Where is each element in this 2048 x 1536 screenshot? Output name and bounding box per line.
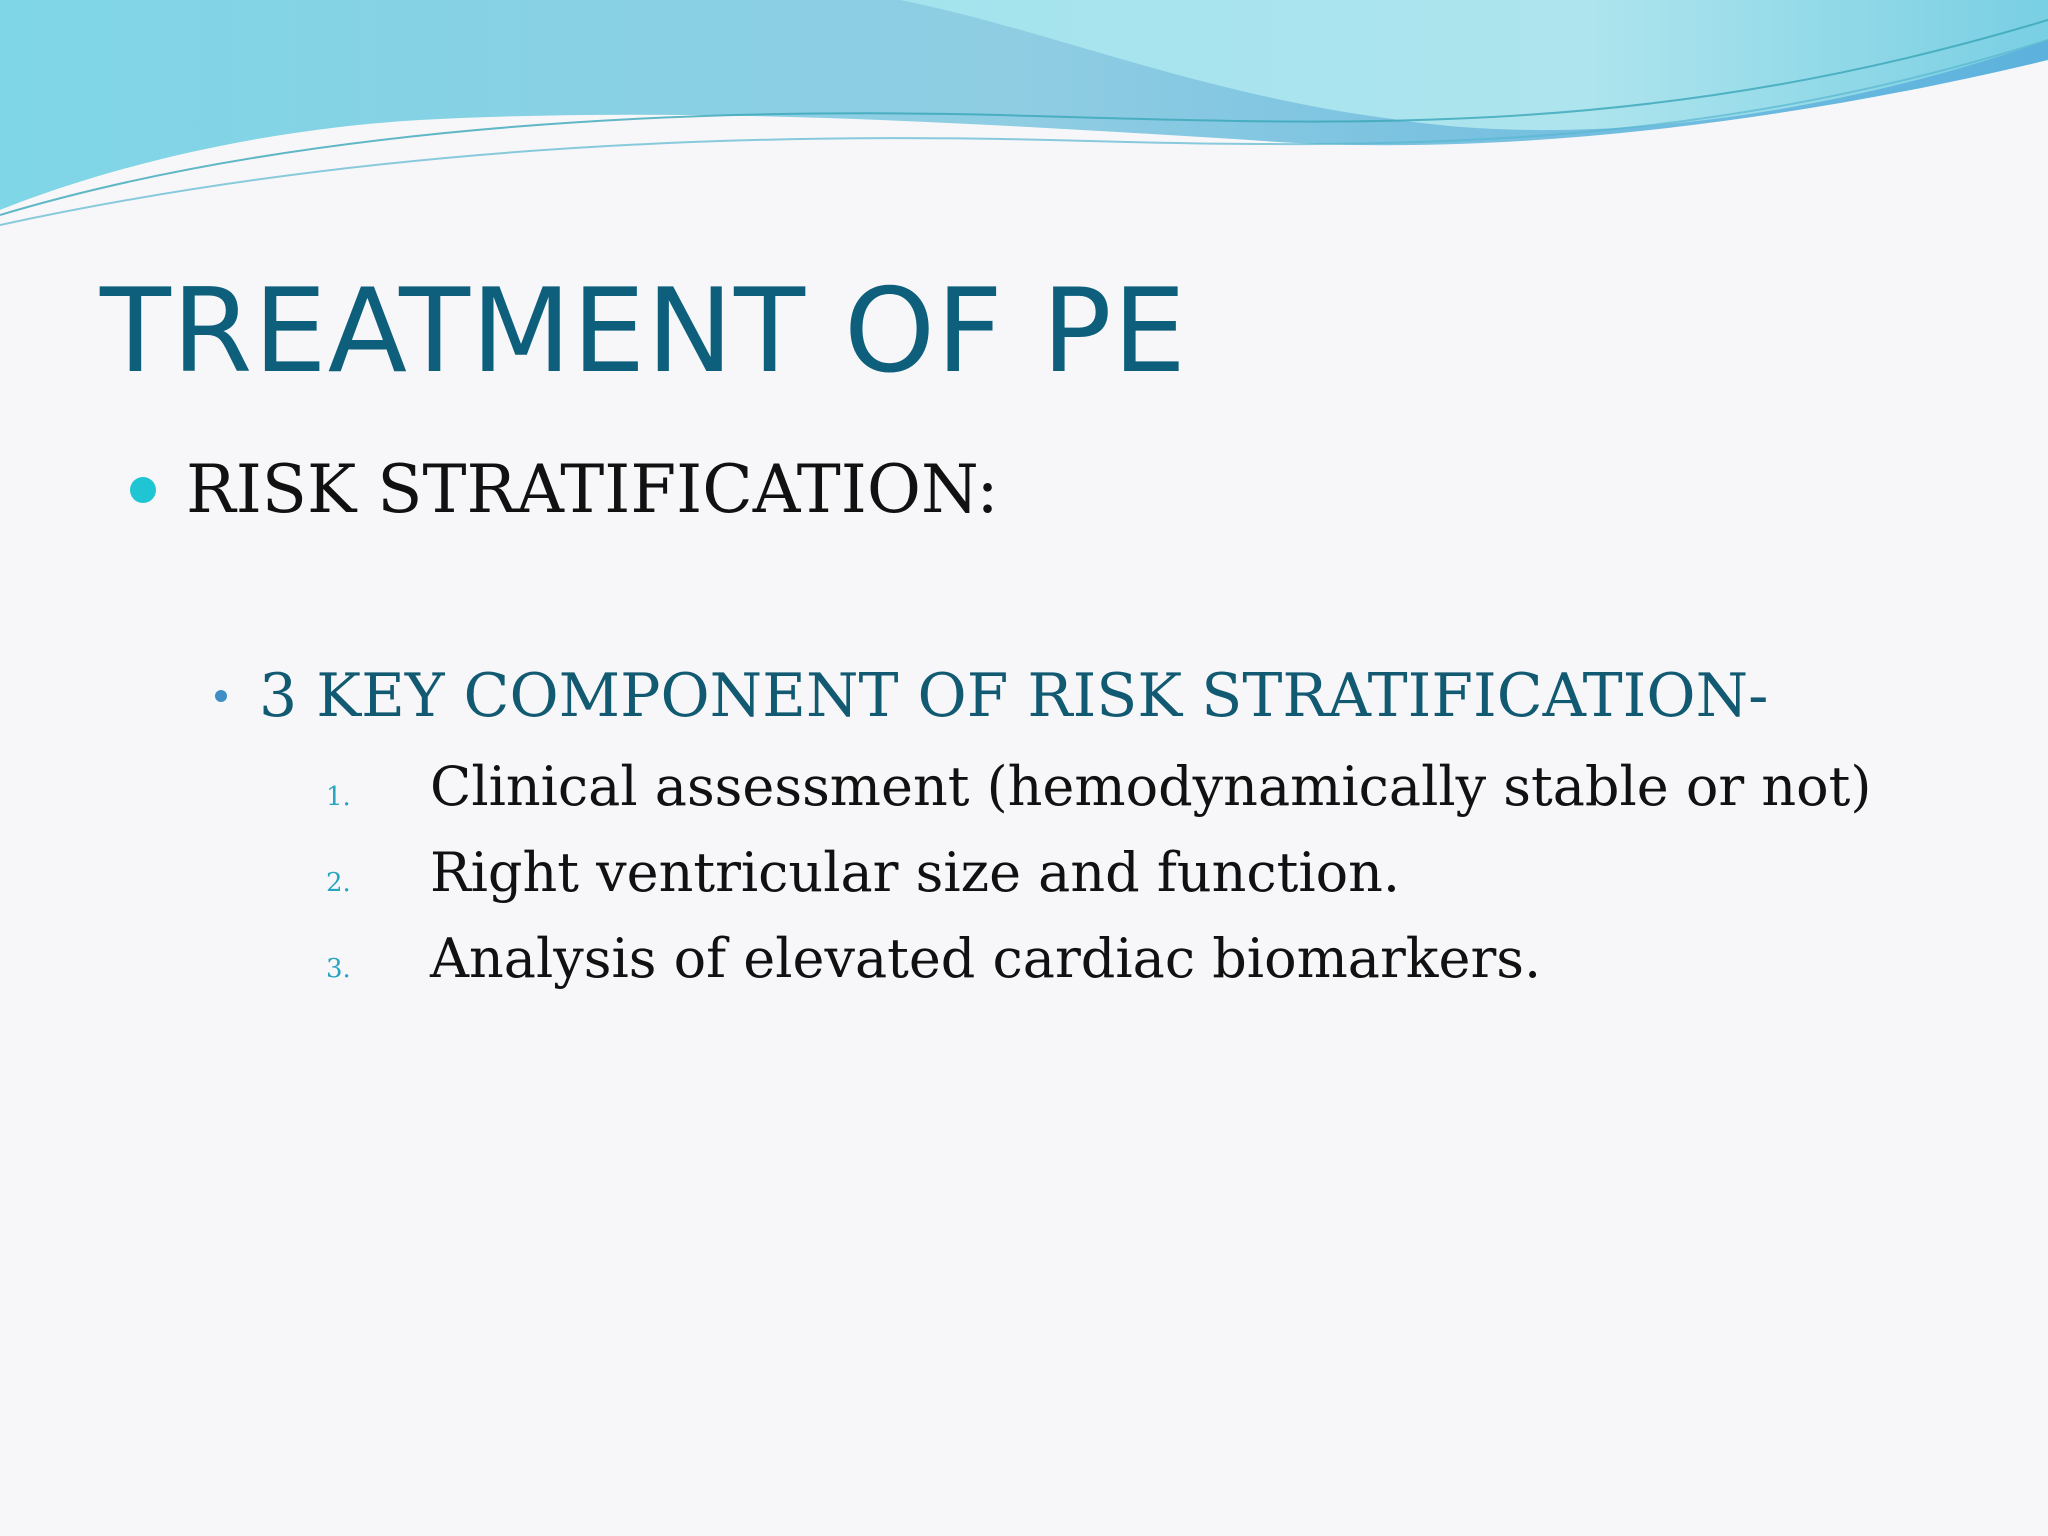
list-item-number: 3. [326, 954, 351, 984]
list-item-number: 1. [326, 782, 351, 812]
bullet-risk-stratification [130, 450, 999, 530]
sub-bullet-dot-icon [215, 690, 227, 702]
list-item-text: Analysis of elevated cardiac biomarkers. [430, 927, 1542, 990]
wave-header-decoration [0, 0, 2048, 240]
bullet-text: RISK STRATIFICATION: [186, 451, 999, 528]
list-item-text: Clinical assessment (hemodynamically stable or not) [430, 755, 1872, 818]
bullet-dot-icon [130, 477, 156, 503]
list-item-text: Right ventricular size and function. [430, 841, 1401, 904]
list-item [326, 838, 1400, 908]
list-item [326, 752, 1871, 822]
sub-bullet-text: 3 KEY COMPONENT OF RISK STRATIFICATION- [259, 661, 1769, 731]
list-item-number: 2. [326, 868, 351, 898]
sub-bullet-key-components [215, 658, 1768, 734]
slide-title: TREATMENT OF PE [100, 264, 1187, 399]
list-item [326, 924, 1541, 994]
